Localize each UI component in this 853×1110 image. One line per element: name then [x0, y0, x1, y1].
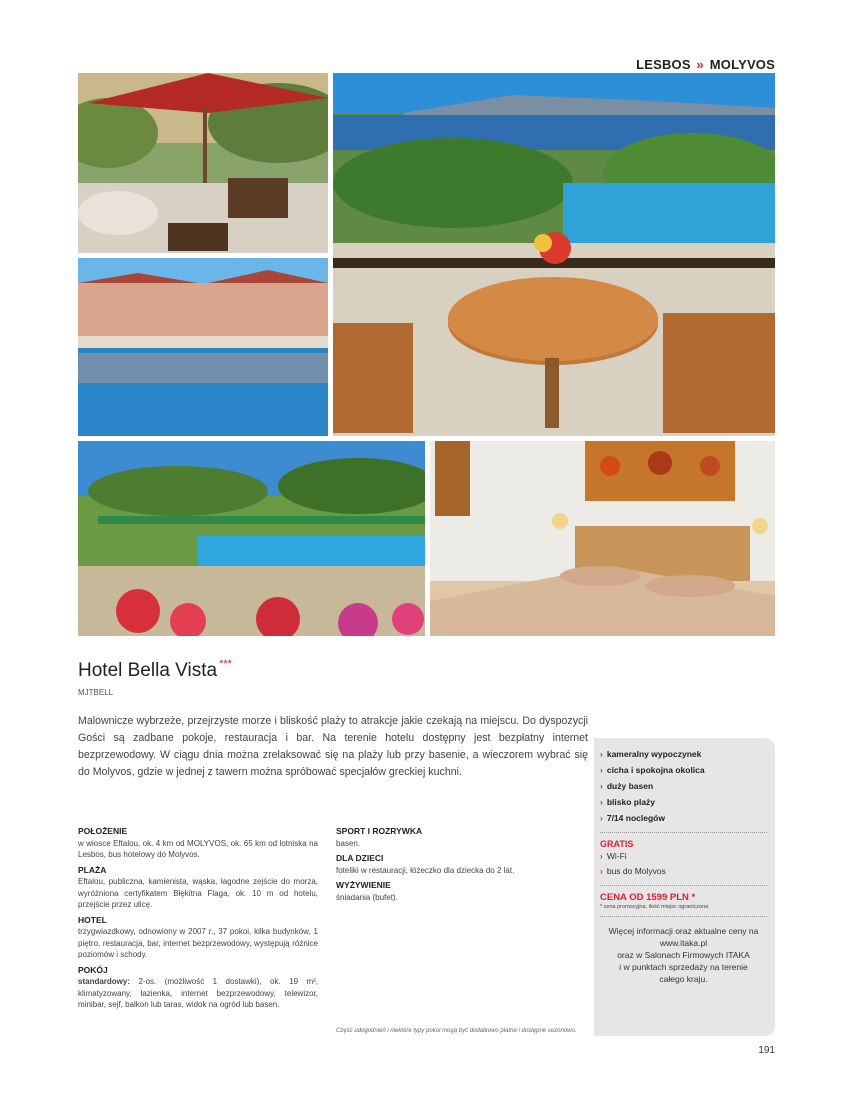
- section-text: Eftalou, publiczna, kamienista, wąska, łagodne zejście do morza, wyróżniona certyfikatem Błękitna Flaga, ok. 10 m od hotelu, przejście przez ulicę.: [78, 877, 318, 909]
- details-right-column: [336, 822, 576, 903]
- breadcrumb-separator: »: [696, 57, 704, 72]
- gratis-list: [600, 849, 767, 879]
- photo-hotel-room-beds: [430, 441, 775, 636]
- hotel-name: Hotel Bella Vista: [78, 660, 218, 681]
- hotel-title: [78, 660, 232, 682]
- section-text: foteliki w restauracji, łóżeczko dla dziecka do 2 lat.: [336, 865, 515, 875]
- section-heading: POŁOŻENIE: [78, 826, 128, 836]
- highlights-sidebar: [594, 738, 775, 1036]
- feature-item: › duży basen: [600, 781, 654, 791]
- breadcrumb-town: MOLYVOS: [709, 57, 775, 72]
- footnote: Część udogodnień i niektóre typy pokoi mogą być dodatkowo płatne i dostępne sezonowo.: [336, 1028, 577, 1034]
- photo-pool-garden-flowers: [78, 441, 425, 636]
- divider: [600, 832, 767, 833]
- section-heading: PLAŻA: [78, 864, 107, 875]
- chevron-right-icon: ›: [600, 749, 603, 759]
- photo-balcony-sea-view: [333, 73, 775, 436]
- features-list: [600, 746, 767, 826]
- section-text: [78, 976, 318, 1011]
- details-left-column: [78, 822, 318, 1011]
- hotel-code: MJTBELL: [78, 688, 114, 697]
- photo-hotel-pool-reflection: [78, 258, 328, 436]
- feature-item: › kameralny wypoczynek: [600, 749, 702, 759]
- feature-item: › 7/14 noclegów: [600, 813, 665, 823]
- price-label: CENA OD 1599 PLN *: [600, 892, 696, 903]
- chevron-right-icon: ›: [600, 851, 603, 861]
- gratis-heading: GRATIS: [600, 839, 634, 849]
- breadcrumb: [636, 57, 775, 72]
- section-text: trzygwiazdkowy, odnowiony w 2007 r., 37 pokoi, kilka budynków, 1 piętro, restauracja, bar, internet bezprzewodowy, występują różnice poziomów i schody.: [78, 927, 318, 959]
- photo-restaurant-terrace: [78, 73, 328, 253]
- website-link[interactable]: www.itaka.pl: [659, 938, 708, 948]
- intro-paragraph: Malownicze wybrzeże, przejrzyste morze i bliskość plaży to atrakcje jakie czekają na miejscu. Do dyspozycji Gości są zadbane pokoje, restauracja i bar. Na terenie hotelu dostępny jest bezpłatny internet bezprzewodowy. W ciągu dnia można zrelaksować się na plaży lub przy basenie, a wieczorem wybrać się do Molyvos, gdzie w jednej z tawern można spróbować specjałów greckiej kuchni.: [78, 715, 588, 778]
- breadcrumb-region: LESBOS: [636, 57, 691, 72]
- section-heading: WYŻYWIENIE: [336, 880, 391, 890]
- info-text: Więcej informacji oraz aktualne ceny na www.itaka.pl oraz w Salonach Firmowych ITAKA i w punktach sprzedaży na terenie całego kraju.: [600, 925, 767, 985]
- price-note: * cena promocyjna, ilość miejsc ograniczona: [600, 904, 709, 910]
- chevron-right-icon: ›: [600, 813, 603, 823]
- gratis-item: › bus do Molyvos: [600, 866, 666, 876]
- divider: [600, 885, 767, 886]
- feature-item: › cicha i spokojna okolica: [600, 765, 705, 775]
- section-heading: POKÓJ: [78, 964, 108, 975]
- section-heading: DLA DZIECI: [336, 853, 384, 863]
- divider: [600, 916, 767, 917]
- gratis-item: › Wi-Fi: [600, 851, 627, 861]
- feature-item: › blisko plaży: [600, 797, 656, 807]
- section-text: śniadania (bufet).: [336, 892, 398, 902]
- room-type-label: standardowy:: [78, 977, 131, 986]
- room-description: 2-os. (możliwość 1 dostawki), ok. 19 m², klimatyzowany, łazienka, internet bezprzewodowy, telewizor, minibar, sejf, balkon lub taras, widok na ogród lub basen.: [78, 977, 318, 1009]
- section-heading: HOTEL: [78, 914, 107, 925]
- section-heading: SPORT I ROZRYWKA: [336, 826, 423, 836]
- page-number: 191: [758, 1045, 775, 1056]
- section-text: w wiosce Eftalou, ok. 4 km od MOLYVOS, ok. 65 km od lotniska na Lesbos, bus hotelowy do Molyvos.: [78, 838, 318, 859]
- chevron-right-icon: ›: [600, 765, 603, 775]
- hotel-stars: ***: [219, 658, 232, 670]
- chevron-right-icon: ›: [600, 781, 603, 791]
- section-text: basen.: [336, 838, 361, 848]
- chevron-right-icon: ›: [600, 866, 603, 876]
- chevron-right-icon: ›: [600, 797, 603, 807]
